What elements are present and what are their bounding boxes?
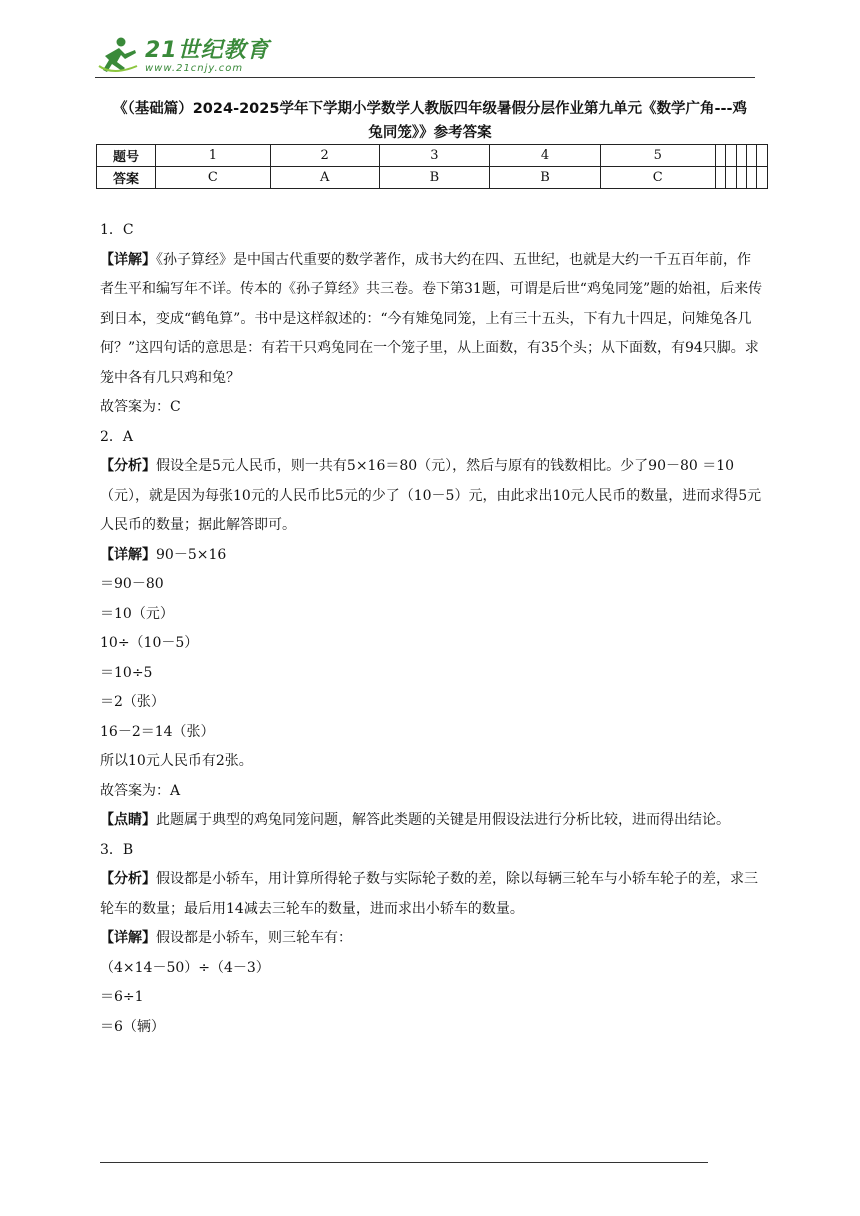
comment-tag: 【点睛】: [100, 812, 156, 828]
analysis-tag: 【分析】: [100, 458, 156, 474]
q2-step: 10÷（10－5）: [100, 635, 199, 651]
page-header: [95, 36, 755, 78]
q2-comment-text: 此题属于典型的鸡兔同笼问题，解答此类题的关键是用假设法进行分析比较，进而得出结论。: [156, 812, 730, 828]
q1-heading: 1．C: [100, 222, 134, 238]
q2-step: ＝2（张）: [100, 694, 165, 710]
question-number-row: [97, 145, 768, 167]
header-divider: [95, 77, 755, 78]
row-label-question-number: 题号: [97, 145, 156, 167]
logo: [95, 36, 270, 76]
q1-detail: [100, 246, 764, 394]
runner-logo-icon: [95, 36, 141, 76]
table-cell: 4: [490, 145, 601, 167]
answer-row: [97, 167, 768, 189]
detail-tag: 【详解】: [100, 251, 156, 268]
q2-step: ＝10÷5: [100, 664, 153, 681]
table-cell: 5: [600, 145, 715, 167]
analysis-tag: 【分析】: [100, 871, 156, 887]
q3-step: ＝6（辆）: [100, 1018, 165, 1035]
table-cell: [726, 167, 736, 189]
footer-divider: [100, 1162, 708, 1163]
table-cell: 2: [270, 145, 379, 167]
table-cell: [736, 145, 746, 167]
q3-detail-text: 假设都是小轿车，则三轮车有：: [156, 930, 352, 946]
q2-analysis-text: 假设全是5元人民币，则一共有5×16＝80（元），然后与原有的钱数相比。少了90－80 ＝10（元），就是因为每张10元的人民币比5元的少了（10－5）元，由此求出10元人民币的数量，进而求得5元人民币的数量；据此解答即可。: [100, 458, 762, 533]
q2-step: ＝10（元）: [100, 605, 174, 622]
answer-content: [100, 216, 764, 1042]
table-cell: [747, 167, 757, 189]
row-label-answer: 答案: [97, 167, 156, 189]
page-title: [100, 97, 760, 145]
table-cell: A: [270, 167, 379, 189]
table-cell: B: [379, 167, 490, 189]
q2-detail: [100, 541, 764, 571]
answer-table: [96, 144, 768, 189]
q3-analysis: [100, 865, 764, 924]
q3-analysis-text: 假设都是小轿车，用计算所得轮子数与实际轮子数的差，除以每辆三轮车与小轿车轮子的差，求三轮车的数量；最后用14减去三轮车的数量，进而求出小轿车的数量。: [100, 871, 758, 917]
q2-step: 90－5×16: [156, 546, 227, 563]
q1-conclusion: 故答案为：C: [100, 399, 181, 415]
q3-heading: 3．B: [100, 841, 134, 858]
table-cell: C: [600, 167, 715, 189]
table-cell: [747, 145, 757, 167]
q3-detail: [100, 924, 764, 954]
q2-analysis: [100, 452, 764, 541]
q2-conclusion: 故答案为：A: [100, 782, 181, 799]
q2-comment: [100, 806, 764, 836]
table-cell: [757, 145, 768, 167]
table-cell: [726, 145, 736, 167]
q2-step: 16－2＝14（张）: [100, 723, 215, 740]
q2-step: 所以10元人民币有2张。: [100, 753, 253, 769]
table-cell: [757, 167, 768, 189]
table-cell: C: [156, 167, 271, 189]
table-cell: [715, 145, 725, 167]
title-line-1: 《（基础篇）2024-2025学年下学期小学数学人教版四年级暑假分层作业第九单元《数学广角---鸡: [112, 101, 748, 117]
q1-detail-text: 《孙子算经》是中国古代重要的数学著作，成书大约在四、五世纪，也就是大约一千五百年前，作者生平和编写年不详。传本的《孙子算经》共三卷。卷下第31题，可谓是后世“鸡兔同笼”题的始祖，后来传到日本，变成“鹤龟算”。书中是这样叙述的：“今有雉兔同笼，上有三十五头，下有九十四足，问雉兔各几何？”这四句话的意思是：有若干只鸡兔同在一个笼子里，从上面数，有35个头；从下面数，有94只脚。求笼中各有几只鸡和兔？: [100, 251, 763, 386]
table-cell: [736, 167, 746, 189]
detail-tag: 【详解】: [100, 930, 156, 946]
title-line-2: 兔同笼》》参考答案: [368, 125, 492, 141]
q2-step: ＝90－80: [100, 576, 164, 592]
detail-tag: 【详解】: [100, 546, 156, 563]
logo-url: www.21cnjy.com: [145, 62, 244, 74]
table-cell: [715, 167, 725, 189]
table-cell: 1: [156, 145, 271, 167]
table-cell: 3: [379, 145, 490, 167]
table-cell: B: [490, 167, 601, 189]
logo-wordmark: 21世纪教育: [145, 37, 270, 63]
q3-step: （4×14－50）÷（4－3）: [100, 959, 270, 976]
q3-step: ＝6÷1: [100, 989, 144, 1005]
q2-heading: 2．A: [100, 428, 134, 445]
